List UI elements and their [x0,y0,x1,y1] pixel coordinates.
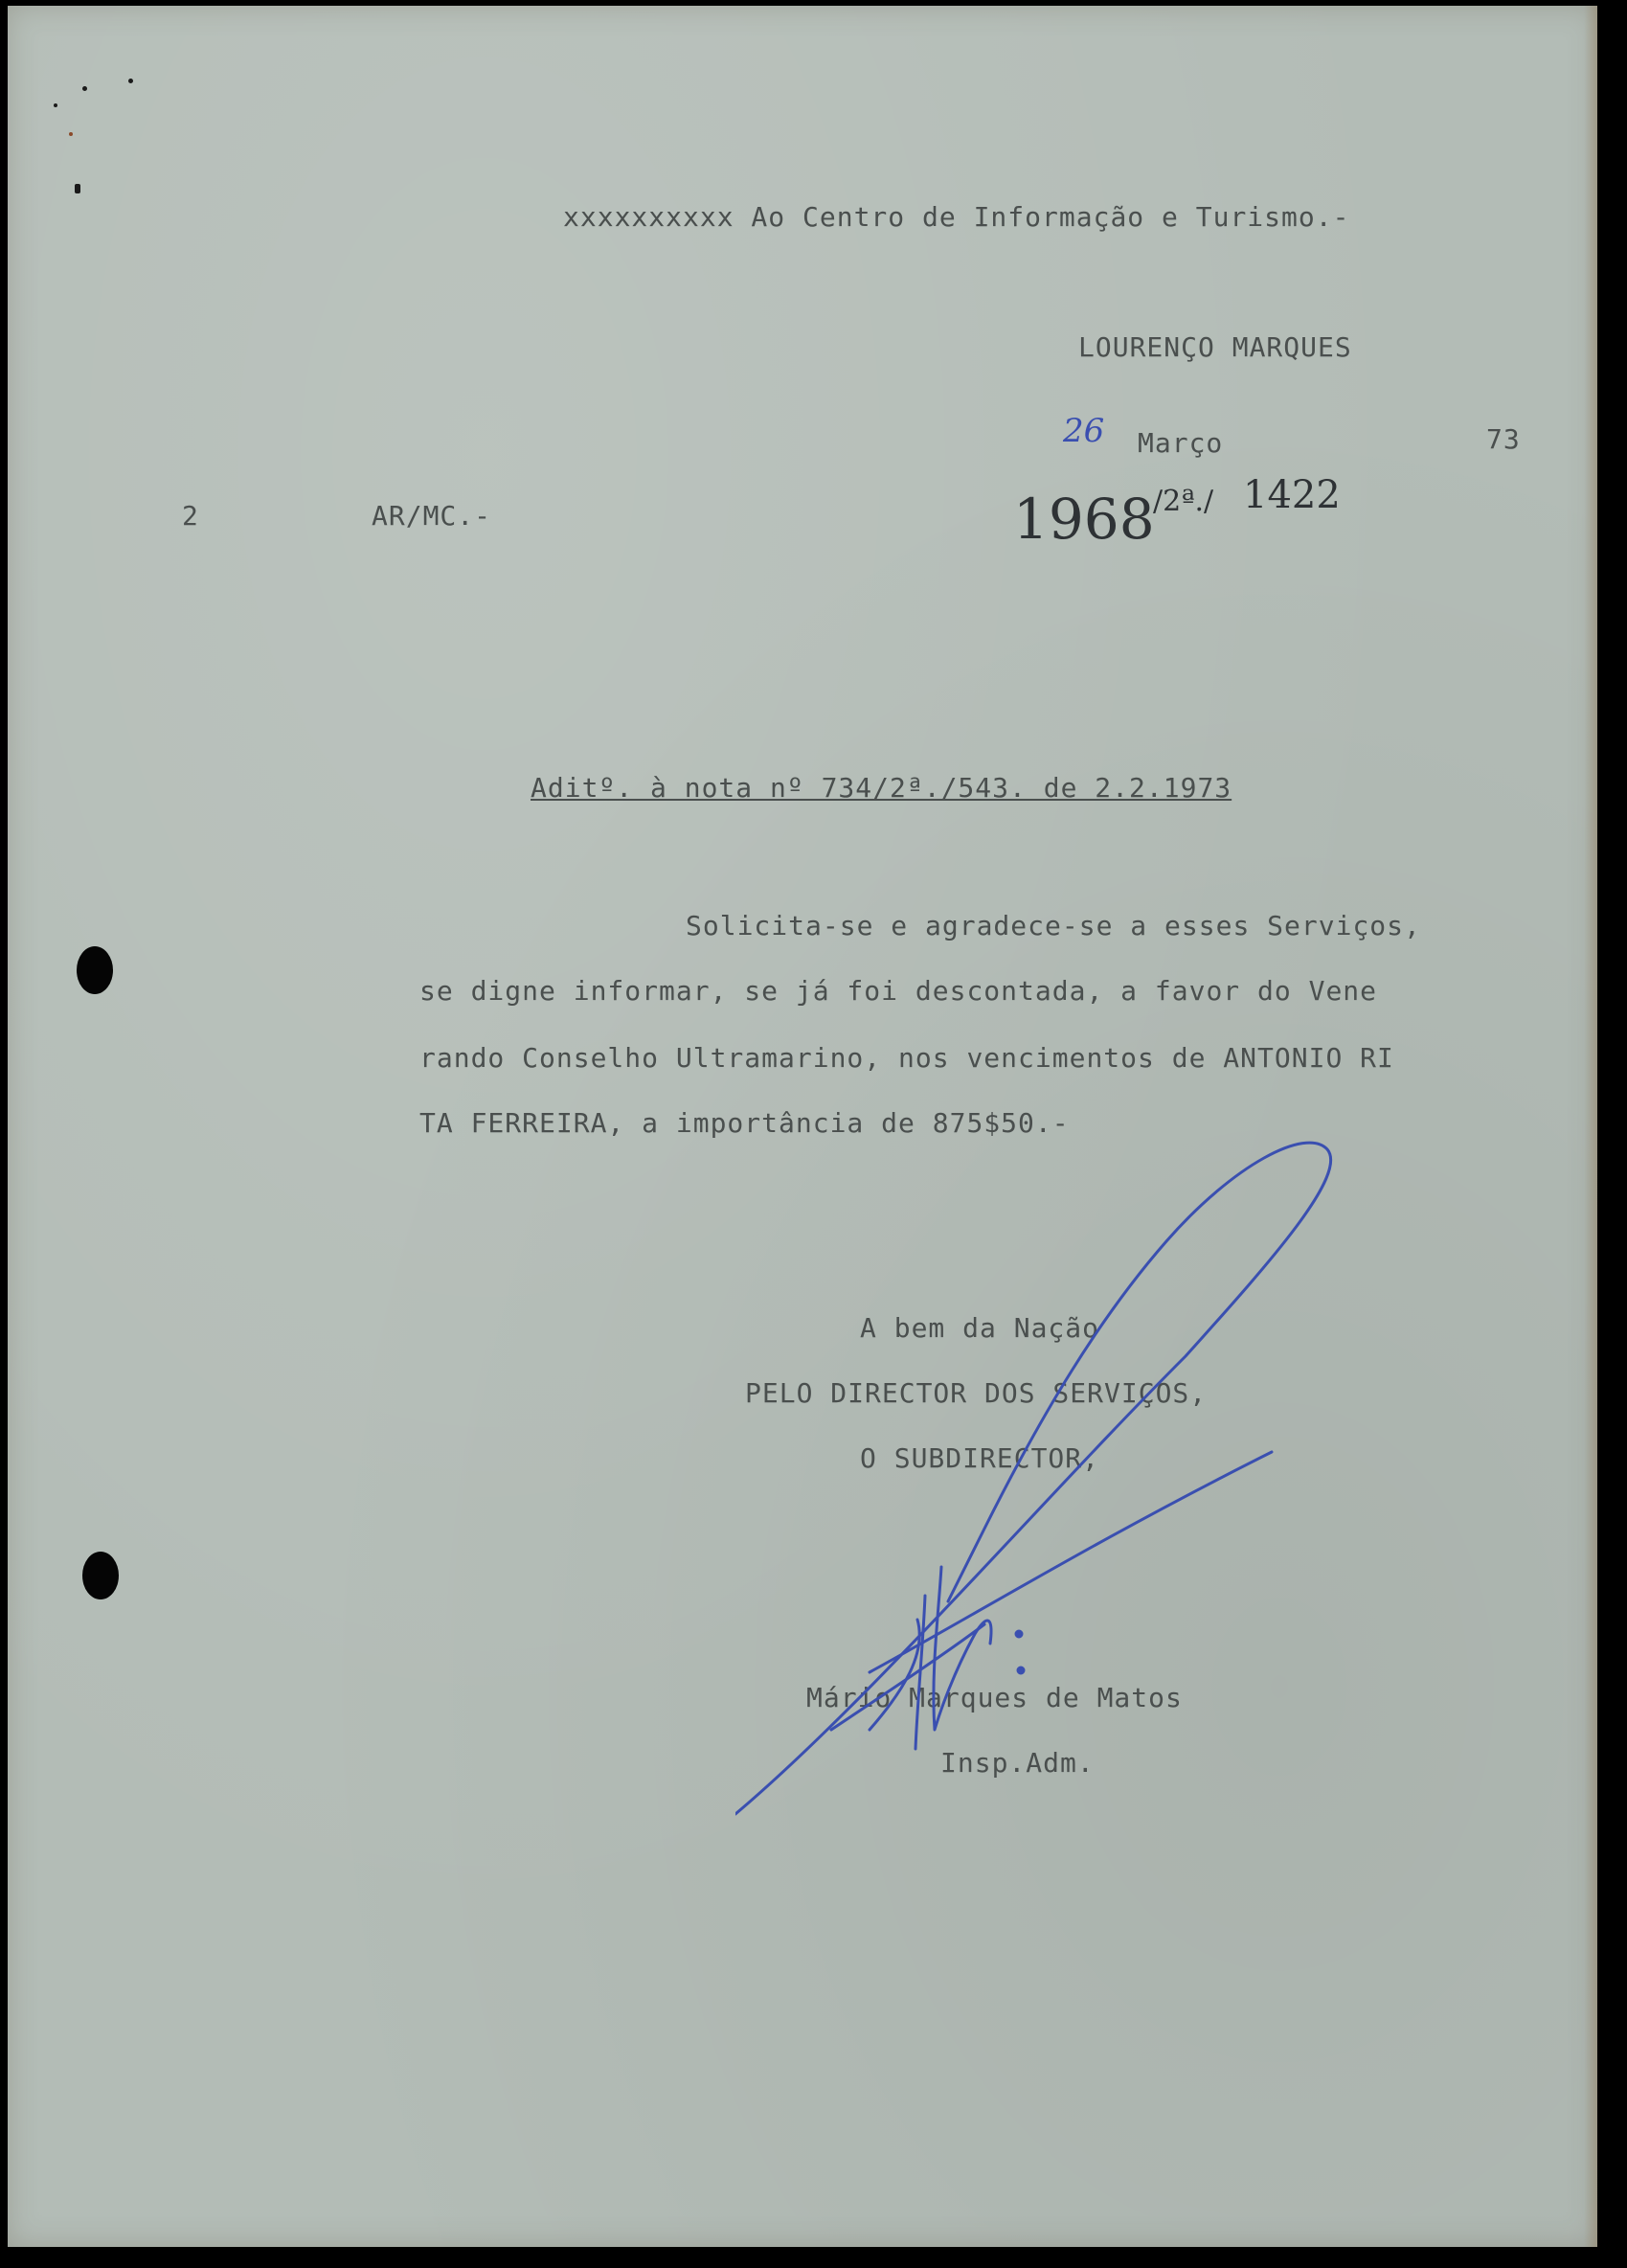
paper-speck [69,132,73,136]
body-line-4: TA FERREIRA, a importância de 875$50.- [419,1107,1070,1139]
handwritten-day: 26 [1063,412,1105,450]
punch-hole-lower [82,1552,119,1599]
stamp-number-sub: 1422 [1243,473,1341,517]
stamp-number-main: 1968 [1013,487,1155,552]
date-month: Março [1138,427,1224,459]
paper-speck [54,103,57,107]
recipient-line: xxxxxxxxxx Ao Centro de Informação e Turismo.- [563,201,1350,233]
handwritten-signature-icon [735,1136,1367,1845]
recipient-city: LOURENÇO MARQUES [1078,331,1352,363]
document-page [8,6,1597,2247]
paper-speck [82,86,87,91]
closing-line-1: A bem da Nação [860,1312,1100,1344]
stamp-number-series: /2ª./ [1153,485,1214,518]
paper-speck [75,184,80,193]
body-line-2: se digne informar, se já foi descontada, a favor do Vene [419,975,1378,1007]
date-year: 73 [1486,423,1521,455]
body-line-3: rando Conselho Ultramarino, nos vencimentos de ANTONIO RI [419,1042,1394,1074]
punch-hole-upper [77,946,113,994]
signatory-title: Insp.Adm. [940,1747,1095,1779]
paper-edge-shading [1584,6,1597,2247]
reference-initials: AR/MC.- [372,500,492,532]
reference-number: 2 [182,500,199,532]
closing-line-3: O SUBDIRECTOR, [860,1442,1100,1474]
signatory-name: Mário Marques de Matos [806,1682,1183,1713]
paper-speck [128,79,133,83]
body-line-1: Solicita-se e agradece-se a esses Serviços, [686,910,1421,941]
closing-line-2: PELO DIRECTOR DOS SERVIÇOS, [745,1377,1208,1409]
subject-line: Aditº. à nota nº 734/2ª./543. de 2.2.1973 [531,772,1232,804]
